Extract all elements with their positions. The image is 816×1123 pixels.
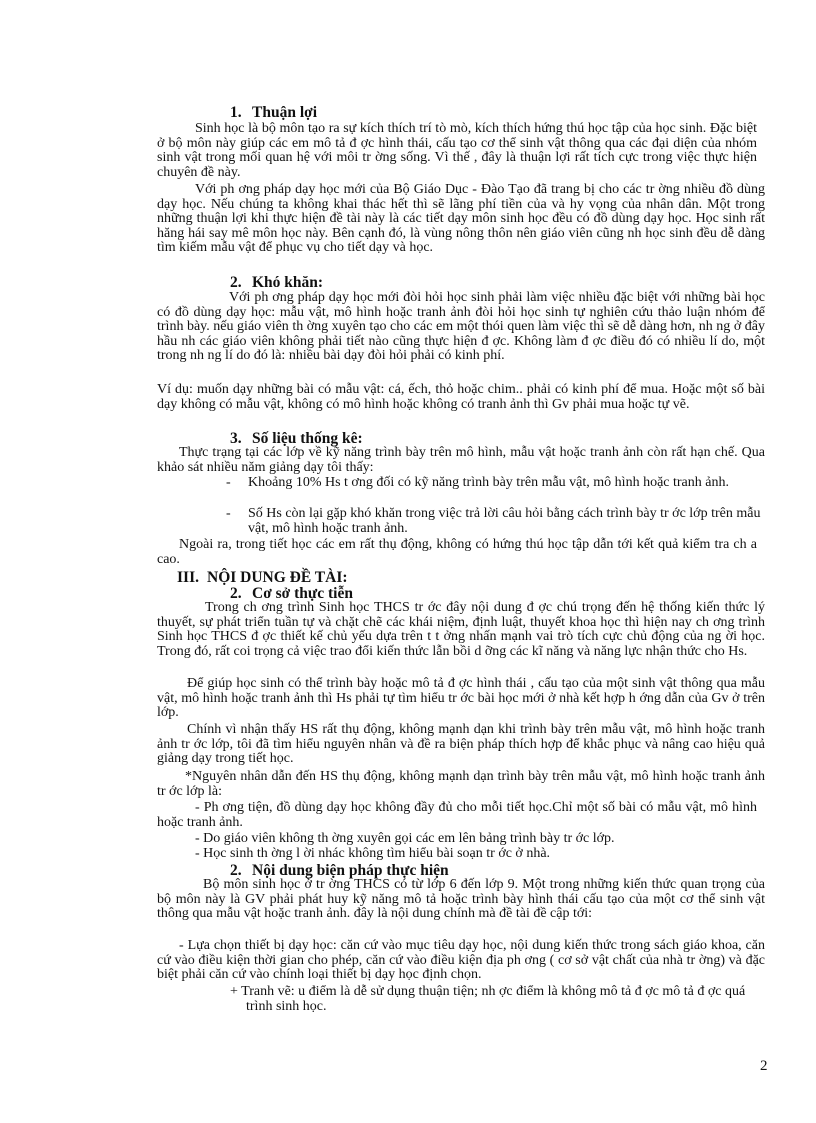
heading-kho-khan: 2. Khó khăn: <box>230 274 324 291</box>
bullet-so-lieu-2: - Số Hs còn lại gặp khó khăn trong việc trả lời câu hỏi bằng cách trình bày tr ớc lớp trên mẫu vật, mô hình hoặc tranh ảnh. <box>226 506 761 536</box>
paragraph-bien-phap-3: + Tranh vẽ: u điểm là dễ sử dụng thuận tiện; nh ợc điểm là không mô tả đ ợc mô tả đ ợc quá trình sinh học. <box>230 984 746 1014</box>
paragraph-kho-khan-1: Với ph ơng pháp dạy học mới đòi hỏi học sinh phải làm việc nhiều đặc biệt với những bài học có đồ dùng dạy học: mẫu vật, mô hình hoặc tranh ảnh đòi hỏi học sinh tự nghiên cứu thảo luận nhóm để trình bày. nếu giáo viên th ờng xuyên tạo cho các em một thói quen làm việc thì sẽ dễ dàng hơn, nh ng ở đây hầu nh các giáo viên không phải tiết nào cũng thực hiện đ ợc. Không làm đ ợc điều đó có nhiều lí do, một trong nh ng lí do đó là: nhiều bài dạy đòi hỏi phải có kinh phí. <box>157 290 765 364</box>
paragraph-bien-phap-1: Bộ môn sinh học ở tr ờng THCS có từ lớp 6 đến lớp 9. Một trong những kiến thức quan trọng của bộ môn này là GV phải phát huy kỹ năng mô tả hoặc trình bày hình thái cấu tạo của một cơ thể sinh vật thông qua mẫu vật hoặc tranh ảnh. đây là nội dung chính mà đề tài đề cập tới: <box>157 877 765 922</box>
paragraph-so-lieu-1: Thực trạng tại các lớp về kỹ năng trình bày trên mô hình, mẫu vật hoặc tranh ảnh còn rất hạn chế. Qua khảo sát nhiều năm giảng dạy tôi thấy: <box>157 445 765 475</box>
paragraph-co-so-7: - Học sinh th ờng l ời nhác không tìm hiểu bài soạn tr ớc ở nhà. <box>195 846 551 861</box>
paragraph-co-so-1: Trong ch ơng trình Sinh học THCS tr ớc đây nội dung đ ợc chú trọng đến hệ thống kiến thức lý thuyết, sự phát triển tuần tự và chặt chẽ các khái niệm, định luật, thuyết khoa học thì hiện nay ch ơng trình Sinh học THCS đ ợc thiết kế chủ yếu dựa trên t t ởng nhấn mạnh vai trò tích cực chủ động của ng ời học. Trong đó, rất coi trọng cả việc trao đổi kiến thức lẫn bồi d ỡng các kĩ năng và năng lực nhận thức cho Hs. <box>157 600 765 659</box>
paragraph-co-so-6: - Do giáo viên không th ờng xuyên gọi các em lên bảng trình bày tr ớc lớp. <box>195 831 615 846</box>
heading-noi-dung-bien-phap: 2. Nội dung biện pháp thực hiện <box>230 862 449 879</box>
paragraph-so-lieu-2: Ngoài ra, trong tiết học các em rất thụ động, không có hứng thú học tập dẫn tới kết quả kiểm tra ch a cao. <box>157 537 757 567</box>
heading-noi-dung-de-tai: III. NỘI DUNG ĐỀ TÀI: <box>177 569 348 586</box>
heading-thuan-loi: 1. Thuận lợi <box>230 104 318 121</box>
paragraph-thuan-loi-2: Với ph ơng pháp dạy học mới của Bộ Giáo Dục - Đào Tạo đã trang bị cho các tr ờng nhiều đồ dùng dạy học. Nếu chúng ta không khai thác hết thì sẽ lãng phí tiền của và hy vọng của nhân dân. Một trong những thuận lợi khi thực hiện đề tài này là các tiết dạy môn sinh học đều có đồ dùng dạy học. Học sinh rất hăng hái say mê môn học này. Bên cạnh đó, là vùng nông thôn nên giáo viên cũng nh học sinh đều dễ dàng tìm kiếm mẫu vật để phục vụ cho tiết dạy và học. <box>157 182 765 256</box>
paragraph-co-so-5: - Ph ơng tiện, đồ dùng dạy học không đầy đủ cho mỗi tiết học.Chỉ một số bài có mẫu vật, mô hình hoặc tranh ảnh. <box>157 800 757 830</box>
heading-so-lieu: 3. Số liệu thống kê: <box>230 430 363 447</box>
paragraph-thuan-loi-1: Sinh học là bộ môn tạo ra sự kích thích trí tò mò, kích thích hứng thú học tập của học sinh. Đặc biệt ở bộ môn này giúp các em mô tả đ ợc hình thái, cấu tạo cơ thể sinh vật thông qua các đại diện của nhóm sinh vật trong mối quan hệ với môi tr ờng sống. Vì thế , đây là thuận lợi rất tích cực trong việc thực hiện chuyên đề này. <box>157 121 757 180</box>
paragraph-co-so-3: Chính vì nhận thấy HS rất thụ động, không mạnh dạn khi trình bày trên mẫu vật, mô hình hoặc tranh ảnh tr ớc lớp, tôi đã tìm hiểu nguyên nhân và đề ra biện pháp thích hợp để khắc phục và nâng cao hiệu quả giảng dạy trong tiết học. <box>157 722 765 767</box>
page-number: 2 <box>760 1058 768 1074</box>
paragraph-co-so-4: *Nguyên nhân dẫn đến HS thụ động, không mạnh dạn trình bày trên mẫu vật, mô hình hoặc tranh ảnh tr ớc lớp là: <box>157 769 765 799</box>
paragraph-co-so-2: Để giúp học sinh có thể trình bày hoặc mô tả đ ợc hình thái , cấu tạo của một sinh vật thông qua mẫu vật, mô hình hoặc tranh ảnh thì Hs phải tự tìm hiểu tr ớc bài học mới ở nhà kết hợp h ớng dẫn của Gv ở trên lớp. <box>157 676 765 721</box>
bullet-so-lieu-1: - Khoảng 10% Hs t ơng đối có kỹ năng trình bày trên mẫu vật, mô hình hoặc tranh ảnh. <box>226 475 729 490</box>
heading-co-so-thuc-tien: 2. Cơ sở thực tiễn <box>230 585 353 602</box>
paragraph-kho-khan-2: Ví dụ: muốn dạy những bài có mẫu vật: cá, ếch, thỏ hoặc chim.. phải có kinh phí để mua. Hoặc một số bài dạy không có mẫu vật, không có mô hình hoặc không có tranh ảnh thì Gv phải mua hoặc tự vẽ. <box>157 382 765 412</box>
paragraph-bien-phap-2: - Lựa chọn thiết bị dạy học: căn cứ vào mục tiêu dạy học, nội dung kiến thức trong sách giáo khoa, căn cứ vào điều kiện thời gian cho phép, căn cứ vào điều kiện địa ph ơng ( cơ sở vật chất của nhà tr ờng) và đặc biệt phải căn cứ vào chính loại thiết bị dạy học định chọn. <box>157 938 765 983</box>
